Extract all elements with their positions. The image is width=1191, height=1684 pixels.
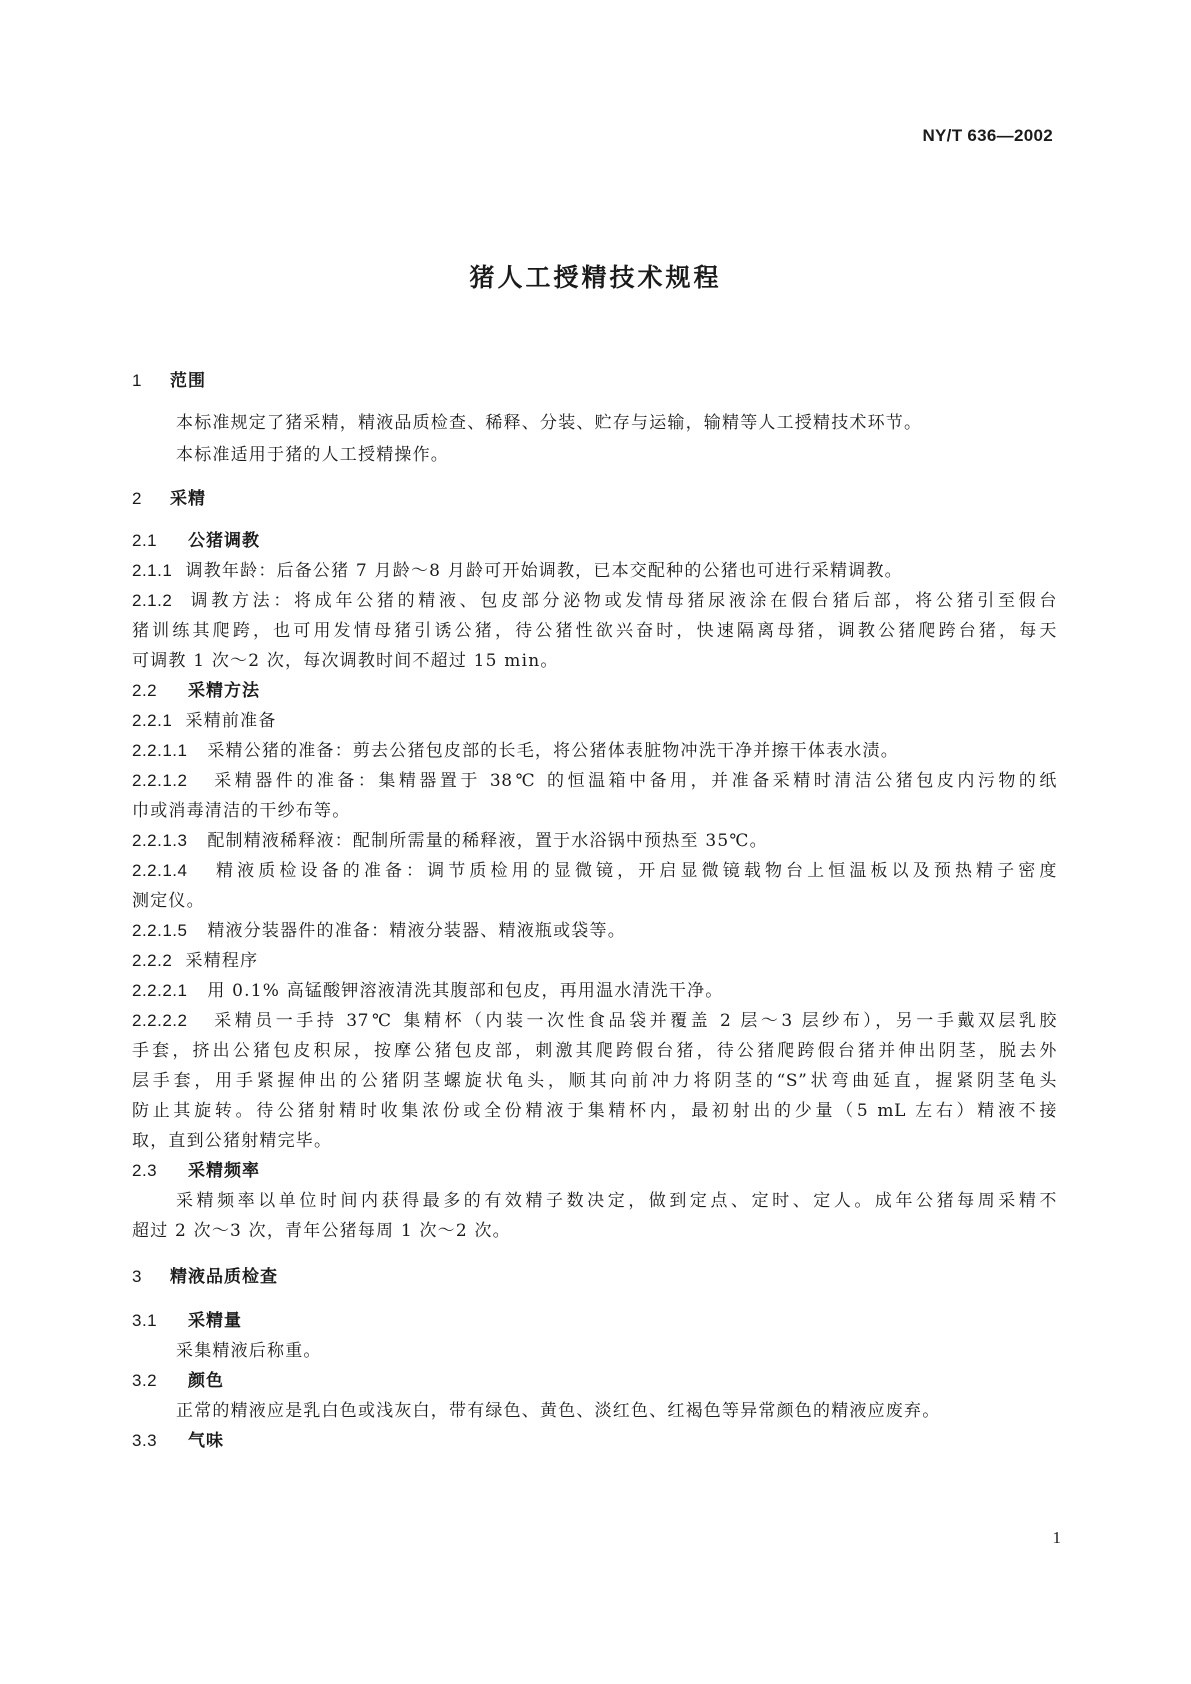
clause-text: 调教方法：将成年公猪的精液、包皮部分泌物或发情母猪尿液涂在假台猪后部，将公猪引至假台 xyxy=(190,591,1057,611)
subsection-title: 采精频率 xyxy=(188,1161,260,1181)
clause-text: 采精器件的准备：集精器置于 38℃ 的恒温箱中备用，并准备采精时清洁公猪包皮内污物的纸 xyxy=(214,771,1057,791)
section-title: 范围 xyxy=(170,371,206,391)
clause-2-1-1 xyxy=(132,556,903,581)
clause-text-line: 猪训练其爬跨，也可用发情母猪引诱公猪，待公猪性欲兴奋时，快速隔离母猪，调教公猪爬跨台猪，每天 xyxy=(132,621,1057,641)
clause-text: 调教年龄：后备公猪 7 月龄～8 月龄可开始调教，已本交配种的公猪也可进行采精调教。 xyxy=(185,561,903,581)
clause-2-1-2 xyxy=(132,586,1057,611)
clause-2-2-1-1 xyxy=(132,736,899,761)
clause-number: 2.1.2 xyxy=(132,591,173,610)
document-title: 猪人工授精技术规程 xyxy=(469,263,722,292)
subsection-number: 3.1 xyxy=(132,1311,158,1330)
clause-2-2-1-4 xyxy=(132,856,1057,881)
clause-number: 2.2.1.1 xyxy=(132,741,188,760)
clause-text-line: 取，直到公猪射精完毕。 xyxy=(132,1131,333,1151)
clause-number: 2.1.1 xyxy=(132,561,173,580)
clause-text-line: 层手套，用手紧握伸出的公猪阴茎螺旋状龟头，顺其向前冲力将阴茎的“S”状弯曲延直，握紧阴茎龟头 xyxy=(132,1071,1057,1091)
subsection-title: 气味 xyxy=(188,1431,224,1451)
clause-text: 采精员一手持 37℃ 集精杯（内装一次性食品袋并覆盖 2 层～3 层纱布），另一手戴双层乳胶 xyxy=(214,1011,1057,1031)
subsection-title: 采精量 xyxy=(188,1311,242,1331)
clause-number: 2.2.1.2 xyxy=(132,771,188,790)
clause-number: 2.2.1.4 xyxy=(132,861,188,880)
clause-text-line: 测定仪。 xyxy=(132,891,205,911)
clause-2-2-1-3 xyxy=(132,826,768,851)
paragraph-line: 超过 2 次～3 次，青年公猪每周 1 次～2 次。 xyxy=(132,1221,511,1241)
subsection-title: 采精方法 xyxy=(188,681,260,701)
paragraph: 正常的精液应是乳白色或浅灰白，带有绿色、黄色、淡红色、红褐色等异常颜色的精液应废弃。 xyxy=(176,1401,941,1421)
clause-2-2-2-1 xyxy=(132,976,724,1001)
clause-2-2-1-2 xyxy=(132,766,1057,791)
subsection-number: 2.3 xyxy=(132,1161,158,1180)
clause-number: 2.2.2.1 xyxy=(132,981,188,1000)
clause-text: 精液质检设备的准备：调节质检用的显微镜，开启显微镜载物台上恒温板以及预热精子密度 xyxy=(216,861,1057,881)
section-heading-3 xyxy=(132,1262,278,1287)
clause-text: 采精前准备 xyxy=(185,711,277,731)
subsection-number: 2.2 xyxy=(132,681,158,700)
clause-text: 采精公猪的准备：剪去公猪包皮部的长毛，将公猪体表脏物冲洗干净并擦干体表水渍。 xyxy=(207,741,899,761)
clause-text-line: 可调教 1 次～2 次，每次调教时间不超过 15 min。 xyxy=(132,651,559,671)
clause-text-line: 手套，挤出公猪包皮积尿，按摩公猪包皮部，刺激其爬跨假台猪，待公猪爬跨假台猪并伸出阴茎，脱去外 xyxy=(132,1041,1057,1061)
clause-number: 2.2.1.3 xyxy=(132,831,188,850)
paragraph: 采集精液后称重。 xyxy=(176,1341,322,1361)
clause-number: 2.2.1 xyxy=(132,711,173,730)
clause-number: 2.2.1.5 xyxy=(132,921,188,940)
clause-2-2-1 xyxy=(132,706,277,731)
subsection-heading-2-2 xyxy=(132,676,260,701)
clause-2-2-2 xyxy=(132,946,258,971)
clause-text: 用 0.1% 高锰酸钾溶液清洗其腹部和包皮，再用温水清洗干净。 xyxy=(207,981,724,1001)
section-title: 采精 xyxy=(170,489,206,509)
clause-2-2-1-5 xyxy=(132,916,626,941)
paragraph: 采精频率以单位时间内获得最多的有效精子数决定，做到定点、定时、定人。成年公猪每周采精不 xyxy=(176,1191,1057,1211)
section-number: 2 xyxy=(132,489,142,508)
section-heading-2 xyxy=(132,484,206,509)
clause-text-line: 巾或消毒清洁的干纱布等。 xyxy=(132,801,351,821)
section-title: 精液品质检查 xyxy=(170,1267,278,1287)
clause-number: 2.2.2.2 xyxy=(132,1011,188,1030)
standard-number: NY/T 636—2002 xyxy=(922,126,1053,145)
clause-text: 采精程序 xyxy=(185,951,259,971)
section-heading-1 xyxy=(132,366,206,391)
clause-text: 配制精液稀释液：配制所需量的稀释液，置于水浴锅中预热至 35℃。 xyxy=(207,831,768,851)
subsection-number: 2.1 xyxy=(132,531,158,550)
subsection-heading-3-1 xyxy=(132,1306,242,1331)
subsection-heading-3-3 xyxy=(132,1426,224,1451)
subsection-number: 3.2 xyxy=(132,1371,158,1390)
clause-text-line: 防止其旋转。待公猪射精时收集浓份或全份精液于集精杯内，最初射出的少量（5 mL 左右）精液不接 xyxy=(132,1101,1057,1121)
subsection-heading-2-1 xyxy=(132,526,260,551)
clause-number: 2.2.2 xyxy=(132,951,173,970)
clause-text: 精液分装器件的准备：精液分装器、精液瓶或袋等。 xyxy=(207,921,626,941)
section-number: 1 xyxy=(132,371,142,390)
subsection-title: 公猪调教 xyxy=(188,531,260,551)
clause-2-2-2-2 xyxy=(132,1006,1057,1031)
page-number: 1 xyxy=(1052,1528,1061,1547)
paragraph: 本标准适用于猪的人工授精操作。 xyxy=(176,445,449,465)
subsection-heading-2-3 xyxy=(132,1156,260,1181)
section-number: 3 xyxy=(132,1267,142,1286)
subsection-number: 3.3 xyxy=(132,1431,158,1450)
subsection-title: 颜色 xyxy=(188,1371,224,1391)
paragraph: 本标准规定了猪采精，精液品质检查、稀释、分装、贮存与运输，输精等人工授精技术环节。 xyxy=(176,413,923,433)
subsection-heading-3-2 xyxy=(132,1366,224,1391)
